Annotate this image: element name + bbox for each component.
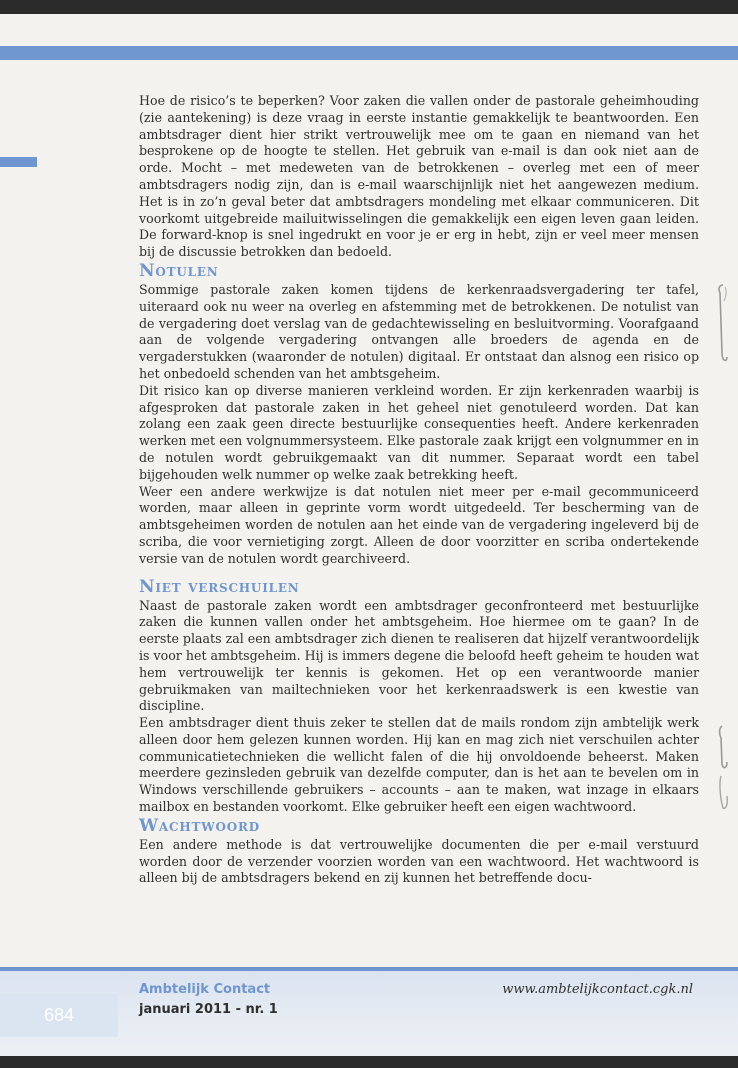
magazine-title: Ambtelijk Contact (139, 982, 271, 997)
paragraph: Weer een andere werkwijze is dat notulen niet meer per e-mail gecommuniceerd worden, maar alleen in geprinte vorm wordt uitgedeeld. Ter bescherming van de ambtsgeheimen worden de notulen aan het einde van de vergadering ingeleverd bij de scriba, die voor vernietiging zorgt. Alleen de door voorzitter en scriba ondertekende versie van de notulen wordt gearchiveerd. (139, 483, 699, 566)
paragraph: Sommige pastorale zaken komen tijdens de kerkenraadsvergadering ter tafel, uiteraard ook nu weer na overleg en afstemming met de betrokkenen. De notulist van de vergadering doet verslag van de gedachtewisseling en besluitvorming. Voorafgaand aan de volgende vergadering ontvangen alle broeders de agenda en de vergaderstukken (waaronder de notulen) digitaal. Er ontstaat dan alsnog een risico op het onbedoeld schenden van het ambtsgeheim. (139, 281, 699, 381)
paragraph: Dit risico kan op diverse manieren verkleind worden. Er zijn kerkenraden waarbij is afgesproken dat pastorale zaken in het geheel niet genotuleerd worden. Dat kan zolang een zaak geen directe bestuurlijke consequenties heeft. Andere kerkenraden werken met een volgnummersysteem. Elke pastorale zaak krijgt een volgnummer en in de notulen wordt gebruikgemaakt van dit nummer. Separaat wordt een tabel bijgehouden welk nummer op welke zaak betrekking heeft. (139, 382, 699, 482)
heading-wachtwoord: Wachtwoord (139, 815, 260, 836)
heading-notulen: Notulen (139, 260, 219, 281)
staple-icon (716, 724, 730, 814)
page-footer (0, 967, 738, 1056)
staple-icon (716, 283, 730, 367)
website-url: www.ambtelijkcontact.cgk.nl (502, 982, 693, 997)
magazine-issue: januari 2011 - nr. 1 (139, 1002, 278, 1017)
paragraph: Een ambtsdrager dient thuis zeker te stellen dat de mails rondom zijn ambtelijk werk alleen door hem gelezen kunnen worden. Hij kan en mag zich niet verschuilen achter communicatietechnieken die wellicht falen of die hij onvoldoende beheerst. Maken meerdere gezinsleden gebruik van dezelfde computer, dan is het aan te bevelen om in Windows verschillende gebruikers – accounts – aan te maken, wat inzage in elkaars mailbox en bestanden voorkomt. Elke gebruiker heeft een eigen wachtwoord. (139, 715, 699, 815)
heading-niet-verschuilen: Niet verschuilen (139, 576, 300, 597)
page-number: 684 (0, 994, 118, 1037)
article-body (139, 93, 699, 887)
margin-marker (0, 157, 37, 167)
bottom-edge (0, 1056, 738, 1068)
top-edge (0, 0, 738, 14)
footer-rule (0, 967, 738, 971)
header-band (0, 46, 738, 60)
intro-paragraph: Hoe de risico’s te beperken? Voor zaken die vallen onder de pastorale geheimhouding (zie aantekening) is deze vraag in eerste instantie gemakkelijk te beantwoorden. Een ambtsdrager dient hier strikt vertrouwelijk mee om te gaan en niemand van het besprokene op de hoogte te stellen. Het gebruik van e-mail is dan ook niet aan de orde. Mocht – met medeweten van de betrokkenen – overleg met een of meer ambtsdragers nodig zijn, dan is e-mail waarschijnlijk niet het aangewezen medium. Het is in zo’n geval beter dat ambtsdragers mondeling met elkaar communiceren. Dit voorkomt uitgebreide mailuitwisselingen die gemakkelijk een eigen leven gaan leiden. De forward-knop is snel ingedrukt en voor je er erg in hebt, zijn er veel meer mensen bij de discussie betrokken dan bedoeld. (139, 93, 699, 260)
paragraph: Een andere methode is dat vertrouwelijke documenten die per e-mail verstuurd worden door de verzender voorzien worden van een wachtwoord. Het wachtwoord is alleen bij de ambtsdragers bekend en zij kunnen het betreffende docu- (139, 836, 699, 886)
paragraph: Naast de pastorale zaken wordt een ambtsdrager geconfronteerd met bestuurlijke zaken die kunnen vallen onder het ambtsgeheim. Hoe hiermee om te gaan? In de eerste plaats zal een ambtsdrager zich dienen te realiseren dat hijzelf verantwoordelijk is voor het ambtsgeheim. Hij is immers degene die beloofd heeft geheim te houden wat hem vertrouwelijk ter kennis is gekomen. Het op een verantwoorde manier gebruikmaken van mailtechnieken voor het kerkenraadswerk is een kwestie van discipline. (139, 597, 699, 714)
